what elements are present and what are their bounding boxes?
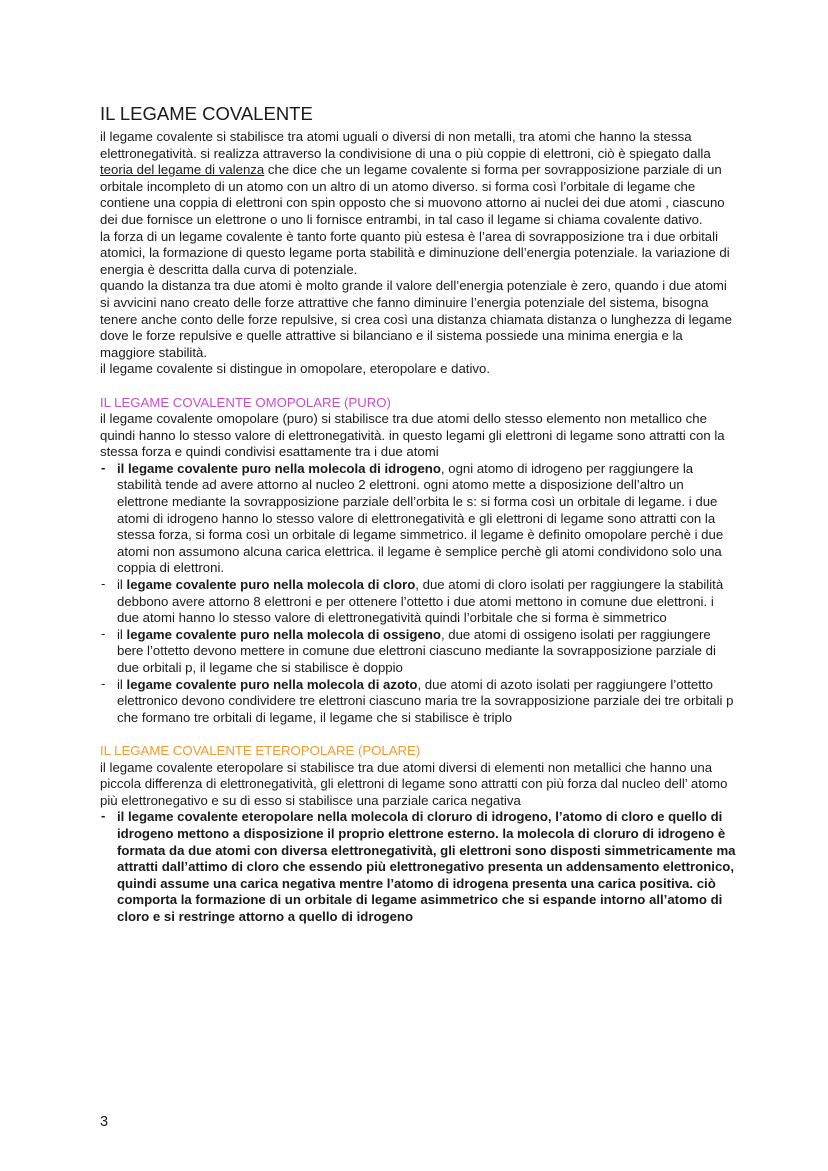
list-item xyxy=(100,627,736,677)
list-item-text xyxy=(117,677,733,725)
bold-text-run: legame covalente puro nella molecola di ossigeno xyxy=(126,626,441,642)
text-run: il legame covalente omopolare (puro) si stabilisce tra due atomi dello stesso elemento non metallico che quindi hanno lo stesso valore di elettronegatività. in questo legami gli elettroni di legame sono attratti con la stessa forza e quindi condivisi esattamente tra i due atomi xyxy=(100,411,725,460)
bold-text-run: legame covalente puro nella molecola di azoto xyxy=(126,676,418,692)
list-item-text xyxy=(117,627,716,675)
list-item-text xyxy=(117,809,736,924)
text-run: il xyxy=(117,577,127,593)
bullet-list xyxy=(100,461,736,727)
document-title: IL LEGAME COVALENTE xyxy=(100,103,313,124)
page-number: 3 xyxy=(100,1114,109,1130)
body-paragraph xyxy=(100,129,736,378)
text-run: , ogni atomo di idrogeno per raggiungere la stabilità tende ad avere attorno al nucleo 2 elettroni. ogni atomo mette a disposizione dell’altro un elettrone mediante la sovrapposizione parziale dell’orbita le s: si forma così un orbitale di legame. i due atomi di idrogeno hanno lo stesso valore di elettronegatività e gli elettroni di legame sono attratti con la stessa forza, si forma così un orbitale di legame simmetrico. il legame è definito omopolare perchè i due atomi non assumono alcuna carica elettrica. il legame è semplice perchè gli atomi condividono solo una coppia di elettroni. xyxy=(117,460,724,576)
bold-text-run: il legame covalente eteropolare nella molecola di cloruro di idrogeno, l’atomo di cloro e quello di idrogeno mettono a disposizione il proprio elettrone esterno. la molecola di cloruro di idrogeno è formata da due atomi con diversa elettronegatività, gli elettroni sono disposti simmetricamente ma attratti dall’attimo di cloro che essendo più elettronegativo presenta un addensamento elettronico, quindi assume una carica negativa mentre l’atomo di idrogena presenta una carica positiva. ciò comporta la formazione di un orbitale di legame asimmetrico che si espande intorno all’atomo di cloro e si restringe attorno a quello di idrogeno xyxy=(117,809,736,924)
dash-bullet-icon: - xyxy=(101,625,106,641)
list-item xyxy=(100,677,736,727)
body-paragraph xyxy=(100,411,736,461)
dash-bullet-icon: - xyxy=(101,576,106,592)
list-item-text xyxy=(117,461,723,576)
body-paragraph xyxy=(100,760,736,810)
text-run: , due atomi di cloro isolati per raggiungere la stabilità debbono avere attorno 8 elettroni e per ottenere l’ottetto i due atomi mettono in comune due elettroni. i due atomi hanno lo stesso valore di elettronegatività quindi l’orbitale che si forma è simmetrico xyxy=(117,577,724,626)
text-run: , due atomi di ossigeno isolati per raggiungere bere l’ottetto devono mettere in comune due elettroni ciascuno mediante la sovrapposizione parziale di due orbitali p, il legame che si stabilisce è doppio xyxy=(117,626,716,675)
underlined-text-run: teoria del legame di valenza xyxy=(100,162,265,178)
text-run: il legame covalente eteropolare si stabilisce tra due atomi diversi di elementi non metallici che hanno una piccola differenza di elettronegatività, gli elettroni di legame sono attratti con più forza dal nucleo dell’ atomo più elettronegativo e su di esso si stabilisce una parziale carica negativa xyxy=(100,759,728,808)
bold-text-run: legame covalente puro nella molecola di cloro xyxy=(126,577,416,593)
bold-text-run: il legame covalente puro nella molecola di idrogeno xyxy=(117,460,441,476)
dash-bullet-icon: - xyxy=(101,459,106,475)
dash-bullet-icon: - xyxy=(101,675,106,691)
list-item xyxy=(100,577,736,627)
bullet-list xyxy=(100,809,736,925)
text-run: il xyxy=(117,626,127,642)
text-run: quando la distanza tra due atomi è molto grande il valore dell’energia potenziale è zero, quando i due atomi si avvicini nano creato delle forze attrattive che fanno diminuire l’energia potenziale del sistema, bisogna tenere anche conto delle forze repulsive, si crea così una distanza chiamata distanza o lunghezza di legame dove le forze repulsive e quelle attrattive si bilanciano e il sistema possiede una minima energia e la maggiore stabilità. xyxy=(100,278,732,360)
text-run: che dice che un legame covalente si forma per sovrapposizione parziale di un orbitale incompleto di un atomo con un altro di un atomo diverso. si forma così l’orbitale di legame che contiene una coppia di elettroni con spin opposto che si muovono attorno ai nuclei dei due atomi , ciascuno dei due fornisce un elettrone o uno li fornisce entrambi, in tal caso il legame si chiama covalente dativo. xyxy=(100,162,725,227)
document-body xyxy=(100,102,736,926)
section-heading: IL LEGAME COVALENTE ETEROPOLARE (POLARE) xyxy=(100,742,421,758)
text-run: il legame covalente si stabilisce tra atomi uguali o diversi di non metalli, tra atomi che hanno la stessa elettronegatività. si realizza attraverso la condivisione di una o più coppie di elettroni, ciò è spiegato dalla xyxy=(100,129,711,161)
text-run: la forza di un legame covalente è tanto forte quanto più estesa è l’area di sovrapposizione tra i due orbitali atomici, la formazione di questo legame porta stabilità e diminuzione dell’energia potenziale. la variazione di energia è descritta dalla curva di potenziale. xyxy=(100,228,730,277)
text-run: il xyxy=(117,676,127,692)
text-run: , due atomi di azoto isolati per raggiungere l’ottetto elettronico devono condividere tre elettroni ciascuno maria tre la sovrapposizione parziale dei tre orbitali p che formano tre orbitali di legame, il legame che si stabilisce è triplo xyxy=(117,676,734,725)
text-run: il legame covalente si distingue in omopolare, eteropolare e dativo. xyxy=(100,361,490,377)
list-item xyxy=(100,809,736,925)
dash-bullet-icon: - xyxy=(101,808,106,824)
list-item xyxy=(100,461,736,577)
list-item-text xyxy=(117,577,723,625)
section-heading: IL LEGAME COVALENTE OMOPOLARE (PURO) xyxy=(100,394,391,410)
